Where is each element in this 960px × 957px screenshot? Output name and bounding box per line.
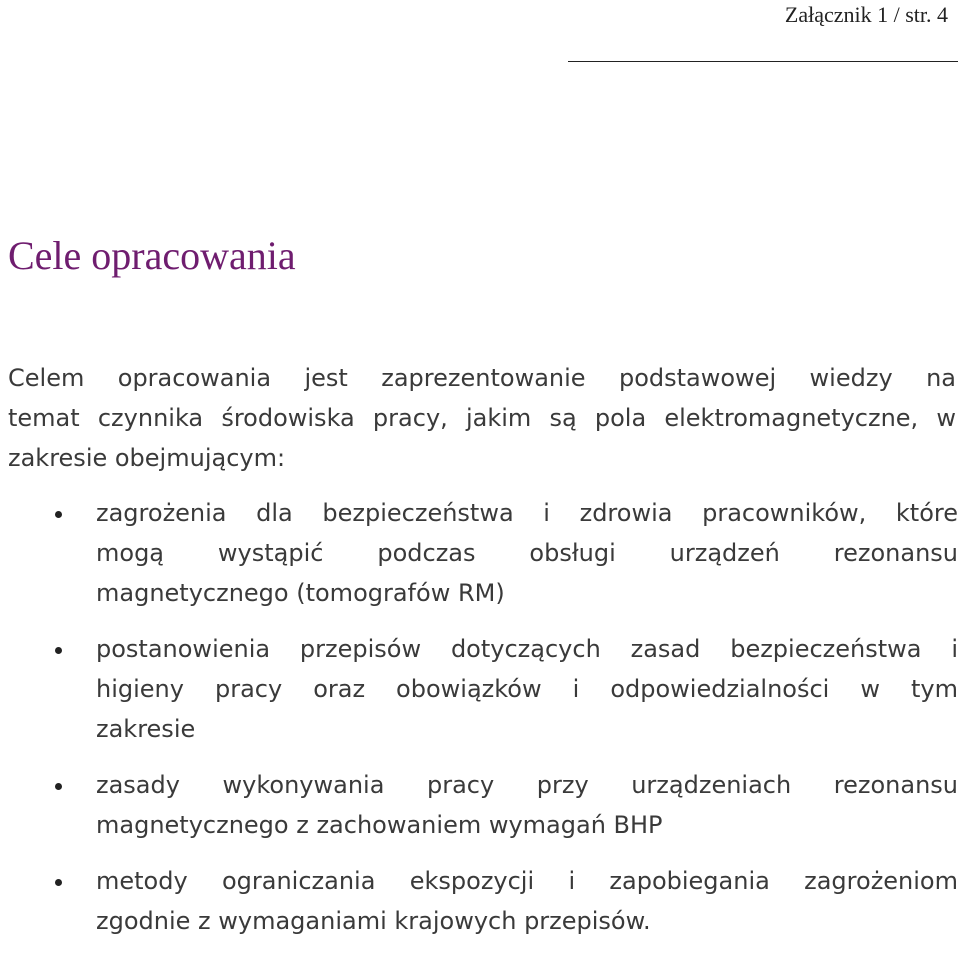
intro-line: zakresie obejmującym:: [8, 444, 286, 472]
intro-line: temat czynnika środowiska pracy, jakim są pola elektromagnetyczne, w: [8, 404, 956, 432]
section-title: Cele opracowania: [8, 233, 296, 278]
intro-line: Celem opracowania jest zaprezentowanie podstawowej wiedzy na: [8, 364, 956, 392]
intro-paragraph: [8, 358, 956, 478]
list-item-line: zakresie: [96, 715, 196, 743]
list-item: [0, 493, 958, 613]
list-item-line: postanowienia przepisów dotyczących zasad bezpieczeństwa i: [96, 635, 958, 663]
list-item-line: mogą wystąpić podczas obsługi urządzeń rezonansu: [96, 539, 958, 567]
list-item: [0, 765, 958, 845]
list-item-line: magnetycznego z zachowaniem wymagań BHP: [96, 811, 663, 839]
list-item: [0, 861, 958, 941]
objectives-list: [0, 493, 958, 957]
list-item-line: metody ograniczania ekspozycji i zapobiegania zagrożeniom: [96, 867, 958, 895]
list-item: [0, 629, 958, 749]
list-item-line: higieny pracy oraz obowiązków i odpowiedzialności w tym: [96, 675, 958, 703]
list-item-line: magnetycznego (tomografów RM): [96, 579, 505, 607]
list-item-line: zasady wykonywania pracy przy urządzeniach rezonansu: [96, 771, 958, 799]
list-item-line: zagrożenia dla bezpieczeństwa i zdrowia pracowników, które: [96, 499, 958, 527]
header-rule: [568, 61, 958, 62]
list-item-line: zgodnie z wymaganiami krajowych przepisów.: [96, 907, 651, 935]
page-number-header: Załącznik 1 / str. 4: [784, 2, 948, 27]
